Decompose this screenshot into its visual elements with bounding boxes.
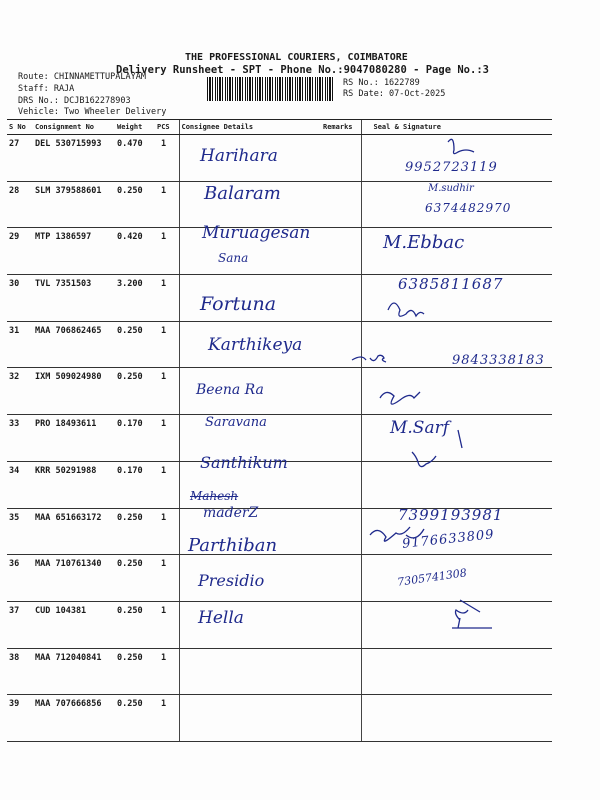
signature-stroke [458,430,462,448]
handwritten-name: Hella [198,608,244,628]
cell-consignment: MAA 706862465 [33,321,115,368]
handwritten-signature: M.Sarf [390,418,450,438]
cell-weight: 0.250 [115,368,155,415]
barcode [207,77,335,101]
handwritten-name: Santhikum [200,453,288,472]
cell-pcs: 1 [155,695,179,742]
cell-consignment: KRR 50291988 [33,461,115,508]
cell-weight: 0.250 [115,601,155,648]
handwritten-phone: 6374482970 [425,201,512,215]
handwritten-name: Balaram [204,183,281,204]
cell-pcs: 1 [155,601,179,648]
cell-sno: 34 [7,461,33,508]
handwritten-name: Parthiban [188,535,278,556]
cell-consignment: MAA 710761340 [33,555,115,602]
cell-pcs: 1 [155,228,179,275]
col-consignee: Consignee Details [179,120,321,135]
cell-seal [361,695,552,742]
handwritten-phone: 9843338183 [452,353,545,368]
handwritten-name: Karthikeya [208,335,303,355]
table-row [7,695,552,742]
cell-consignment: SLM 379588601 [33,181,115,228]
rs-number: RS No.: 1622789 [343,78,420,88]
drs-number: DRS No.: DCJB162278903 [18,96,131,106]
handwritten-name: Harihara [200,146,278,166]
cell-sno: 38 [7,648,33,695]
col-sno: S No [7,120,33,135]
cell-pcs: 1 [155,508,179,555]
cell-pcs: 1 [155,648,179,695]
company-title: THE PROFESSIONAL COURIERS, COIMBATORE [185,52,408,63]
cell-consignment: MAA 651663172 [33,508,115,555]
handwritten-name: Saravana [205,415,267,430]
handwritten-phone: 6385811687 [398,275,504,293]
rs-date: RS Date: 07-Oct-2025 [343,89,446,99]
staff-label: Staff: RAJA [18,84,75,94]
signature-scribbles [340,130,560,660]
cell-consignment: MAA 712040841 [33,648,115,695]
cell-pcs: 1 [155,555,179,602]
cell-sno: 37 [7,601,33,648]
col-remarks: Remarks [321,120,361,135]
cell-sno: 32 [7,368,33,415]
cell-pcs: 1 [155,275,179,322]
cell-pcs: 1 [155,321,179,368]
handwritten-phone: 9952723119 [405,160,498,175]
col-seal: Seal & Signature [361,120,552,135]
cell-weight: 0.250 [115,695,155,742]
cell-sno: 36 [7,555,33,602]
cell-sno: 39 [7,695,33,742]
cell-consignment: TVL 7351503 [33,275,115,322]
cell-weight: 0.470 [115,135,155,182]
handwritten-signature: M.Ebbac [383,232,465,253]
route-label: Route: CHINNAMETTUPALAYAM [18,72,146,82]
cell-pcs: 1 [155,415,179,462]
signature-stroke [460,600,480,612]
cell-consignment: DEL 530715993 [33,135,115,182]
cell-sno: 27 [7,135,33,182]
cell-sno: 33 [7,415,33,462]
signature-stroke [388,303,424,316]
signature-stroke [370,527,424,541]
cell-weight: 0.420 [115,228,155,275]
handwritten-name: Muruagesan [202,223,311,243]
handwritten-phone: 9176633809 [401,527,496,552]
cell-sno: 35 [7,508,33,555]
cell-consignment: IXM 509024980 [33,368,115,415]
col-consignment: Consignment No [33,120,115,135]
cell-weight: 3.200 [115,275,155,322]
cell-consignee [179,648,321,695]
cell-sno: 31 [7,321,33,368]
cell-pcs: 1 [155,135,179,182]
col-weight: Weight [115,120,155,135]
cell-weight: 0.250 [115,648,155,695]
cell-sno: 30 [7,275,33,322]
handwritten-signature: M.sudhir [428,183,474,194]
signature-stroke [448,139,474,153]
cell-weight: 0.250 [115,555,155,602]
cell-consignment: CUD 104381 [33,601,115,648]
cell-pcs: 1 [155,368,179,415]
cell-weight: 0.170 [115,415,155,462]
cell-weight: 0.250 [115,321,155,368]
cell-remarks [321,695,361,742]
cell-consignee [179,695,321,742]
signature-stroke [412,452,436,467]
signature-stroke [452,610,492,628]
handwritten-phone: 7305741308 [396,566,468,589]
cell-sno: 28 [7,181,33,228]
runsheet-line: Delivery Runsheet - SPT - Phone No.:9047080280 - Page No.:3 [116,64,489,76]
handwritten-name: Sana [218,251,249,265]
handwritten-name: Presidio [198,571,265,590]
cell-weight: 0.250 [115,181,155,228]
handwritten-phone: 7399193981 [398,506,504,524]
col-pcs: PCS [155,120,179,135]
cell-consignment: MAA 707666856 [33,695,115,742]
signature-stroke [352,355,386,362]
handwritten-name: Beena Ra [196,382,264,398]
cell-weight: 0.250 [115,508,155,555]
signature-stroke [380,392,420,404]
cell-consignment: PRO 18493611 [33,415,115,462]
handwritten-name-struck: Mahesh [190,489,239,503]
cell-sno: 29 [7,228,33,275]
handwritten-name: Fortuna [200,293,277,315]
cell-weight: 0.170 [115,461,155,508]
handwritten-name: maderZ [203,505,259,521]
cell-pcs: 1 [155,181,179,228]
vehicle-label: Vehicle: Two Wheeler Delivery [18,107,167,117]
cell-pcs: 1 [155,461,179,508]
cell-consignment: MTP 1386597 [33,228,115,275]
